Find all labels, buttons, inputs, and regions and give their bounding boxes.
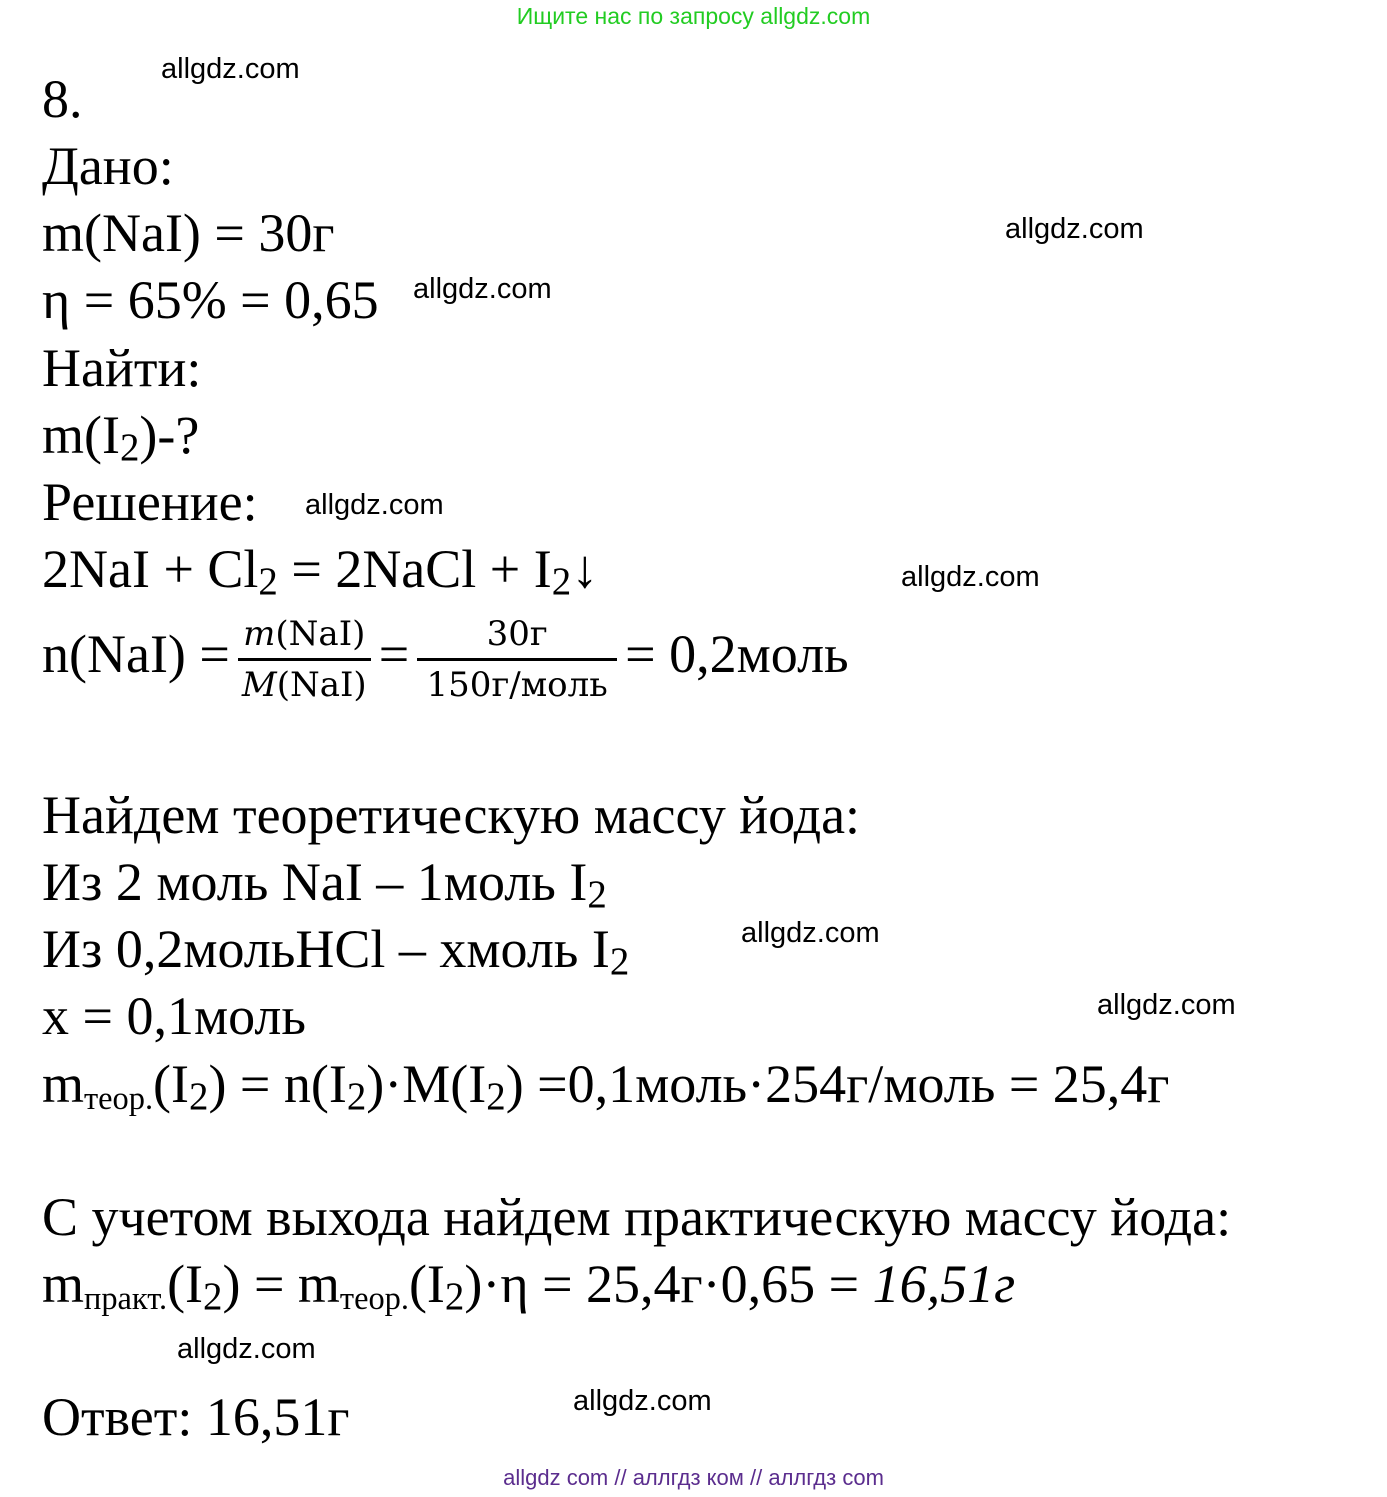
given-yield: η = 65% = 0,65 bbox=[42, 270, 379, 330]
problem-number: 8. bbox=[42, 69, 83, 129]
find-line: $m(I_2)-$? bbox=[42, 405, 200, 469]
given-label: Дано: bbox=[42, 136, 174, 196]
practical-heading: С учетом выхода найдем практическую массу йода: bbox=[42, 1187, 1232, 1247]
watermark: allgdz.com bbox=[305, 489, 444, 521]
watermark: allgdz.com bbox=[1005, 213, 1144, 245]
find-label: Найти: bbox=[42, 338, 202, 398]
theoretical-heading: Найдем теоретическую массу йода: bbox=[42, 785, 861, 845]
watermark: allgdz.com bbox=[177, 1333, 316, 1365]
top-banner[interactable]: Ищите нас по запросу allgdz.com bbox=[516, 3, 871, 29]
fraction-mass-over-molar: $\frac{\text{m(NaI)}}{\text{M(NaI)}}$ bbox=[238, 614, 371, 705]
watermark: allgdz.com bbox=[741, 917, 880, 949]
answer: Ответ: 16,51г bbox=[42, 1387, 350, 1447]
theoretical-mass-line: $mтеор.(I_2) = n(I_2)\cdot M(I_2)$ =0,1моль·254г/моль = 25,4г bbox=[42, 1054, 1170, 1118]
watermark: allgdz.com bbox=[413, 273, 552, 305]
proportion-line-1: Из 2 моль NaI – 1моль $I_2$ bbox=[42, 852, 607, 916]
watermark: allgdz.com bbox=[901, 561, 1040, 593]
x-result: x = 0,1моль bbox=[42, 986, 306, 1046]
watermark: allgdz.com bbox=[161, 53, 300, 85]
fraction-values: $\frac{30г}{\text{150г/моль}}$ bbox=[417, 614, 617, 705]
reaction-equation: $2NaI + Cl_2$ = 2NaCl + $I_2↓$ bbox=[42, 539, 599, 603]
solution-label: Решение: bbox=[42, 472, 258, 532]
watermark: allgdz.com bbox=[573, 1385, 712, 1417]
watermark: allgdz.com bbox=[1097, 989, 1236, 1021]
practical-mass-line: $mпракт.(I_2)$ = $mтеор.(I_2)\cdot\eta = 25,4г\cdot 0,65 = 16,51г$ bbox=[42, 1254, 1016, 1318]
proportion-line-2: Из 0,2мольHCl – хмоль $I_2$ bbox=[42, 919, 630, 983]
moles-calculation: n(NaI) = $\frac{\text{m(NaI)}}{\text{M(NaI)}}$ = $\frac{30г}{\text{150г/моль}}$ = 0,2моль bbox=[42, 614, 849, 706]
given-mass: m(NaI) = 30г bbox=[42, 203, 335, 263]
footer-links[interactable]: allgdz com // аллгдз ком // аллгдз com bbox=[503, 1465, 884, 1490]
